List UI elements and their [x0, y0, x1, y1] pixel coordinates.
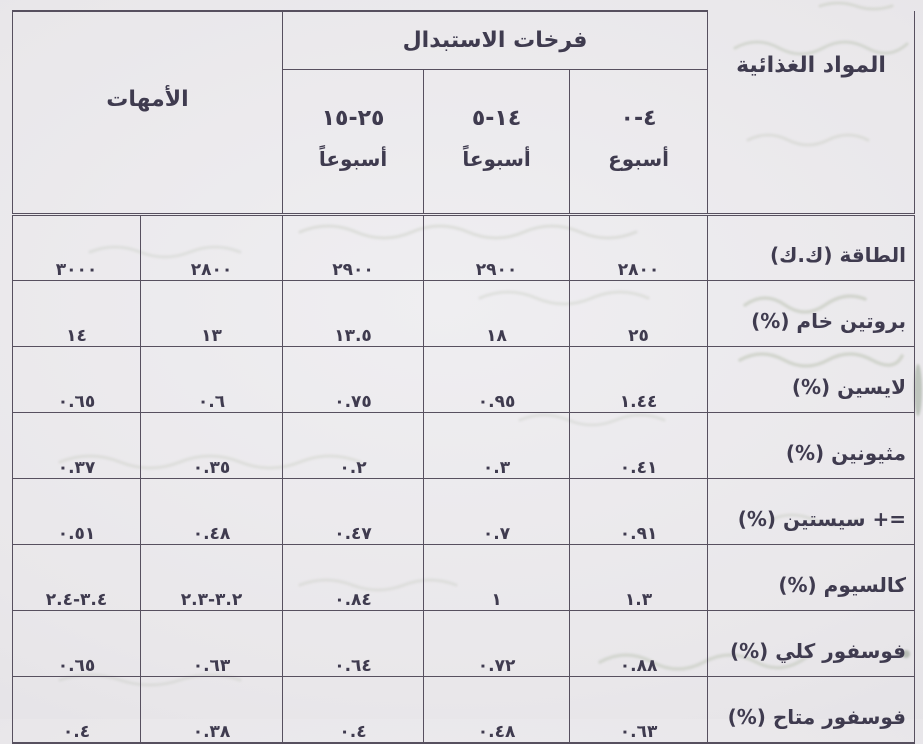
value-cell: ١.٤٤: [570, 347, 708, 413]
value-cell: ٢٩٠٠: [283, 215, 424, 281]
table-row-methionine: [13, 413, 915, 479]
row-label: لايسين (%): [708, 347, 915, 413]
value-cell: ٢٩٠٠: [424, 215, 570, 281]
week-range-value: ٤-٠: [620, 106, 657, 131]
value-cell: ٠.٩١: [570, 479, 708, 545]
value-cell: ٠.٩٥: [424, 347, 570, 413]
week-range-value: ١٤-٥: [471, 106, 522, 131]
value-cell: ١٣: [141, 281, 283, 347]
row-label: بروتين خام (%): [708, 281, 915, 347]
value-cell: ١٣.٥: [283, 281, 424, 347]
nutrition-table: [12, 10, 915, 744]
week-range-value: ٢٥-١٥: [321, 106, 385, 131]
week-range-header-0-4: [570, 70, 708, 215]
value-cell: ٠.٣٨: [141, 677, 283, 743]
row-label: كالسيوم (%): [708, 545, 915, 611]
value-cell: ٠.٤٧: [283, 479, 424, 545]
week-unit: أسبوعاً: [318, 147, 388, 171]
table-row-total-phosphorus: [13, 611, 915, 677]
value-cell: ٠.٦٥: [13, 347, 141, 413]
row-label: فوسفور متاح (%): [708, 677, 915, 743]
table-row-energy: [13, 215, 915, 281]
value-cell: ١٤: [13, 281, 141, 347]
row-label: فوسفور كلي (%): [708, 611, 915, 677]
row-label: =+ سيستين (%): [708, 479, 915, 545]
week-range-header-5-14: [424, 70, 570, 215]
column-header-mothers: الأمهات: [13, 11, 283, 215]
value-cell: ٠.٨٨: [570, 611, 708, 677]
value-cell: ٠.٤١: [570, 413, 708, 479]
value-cell: ٠.٣: [424, 413, 570, 479]
value-cell: ٠.٦٤: [283, 611, 424, 677]
value-cell: ٢٨٠٠: [570, 215, 708, 281]
value-cell: ٣٠٠٠: [13, 215, 141, 281]
table-row-available-phosphorus: [13, 677, 915, 743]
value-cell: ٠.٦: [141, 347, 283, 413]
value-cell: ٠.٥١: [13, 479, 141, 545]
week-range-header-15-25: [283, 70, 424, 215]
table-row-crude-protein: [13, 281, 915, 347]
value-cell: ٠.٧: [424, 479, 570, 545]
table-row-cystine: [13, 479, 915, 545]
value-cell: ٠.٤٨: [141, 479, 283, 545]
row-label: الطاقة (ك.ك): [708, 215, 915, 281]
column-header-food-materials: المواد الغذائية: [708, 11, 915, 215]
column-group-header-replacement-chicks: فرخات الاستبدال: [283, 11, 708, 70]
value-cell: ١٨: [424, 281, 570, 347]
value-cell: ٢٨٠٠: [141, 215, 283, 281]
value-cell: ١: [424, 545, 570, 611]
week-unit: أسبوعاً: [462, 147, 531, 171]
row-label: مثيونين (%): [708, 413, 915, 479]
value-cell: ٠.٤: [283, 677, 424, 743]
value-cell: ٣.٢-٢.٣: [141, 545, 283, 611]
value-cell: ٠.٦٣: [141, 611, 283, 677]
value-cell: ٠.٧٢: [424, 611, 570, 677]
value-cell: ٠.٦٥: [13, 611, 141, 677]
value-cell: ٣.٤-٢.٤: [13, 545, 141, 611]
value-cell: ٠.٣٥: [141, 413, 283, 479]
week-unit: أسبوع: [608, 147, 669, 171]
value-cell: ١.٣: [570, 545, 708, 611]
value-cell: ٠.٤: [13, 677, 141, 743]
value-cell: ٠.٢: [283, 413, 424, 479]
table-row-lysine: [13, 347, 915, 413]
value-cell: ٠.٤٨: [424, 677, 570, 743]
value-cell: ٠.٨٤: [283, 545, 424, 611]
value-cell: ٠.٣٧: [13, 413, 141, 479]
value-cell: ٠.٦٣: [570, 677, 708, 743]
value-cell: ٢٥: [570, 281, 708, 347]
value-cell: ٠.٧٥: [283, 347, 424, 413]
table-row-calcium: [13, 545, 915, 611]
